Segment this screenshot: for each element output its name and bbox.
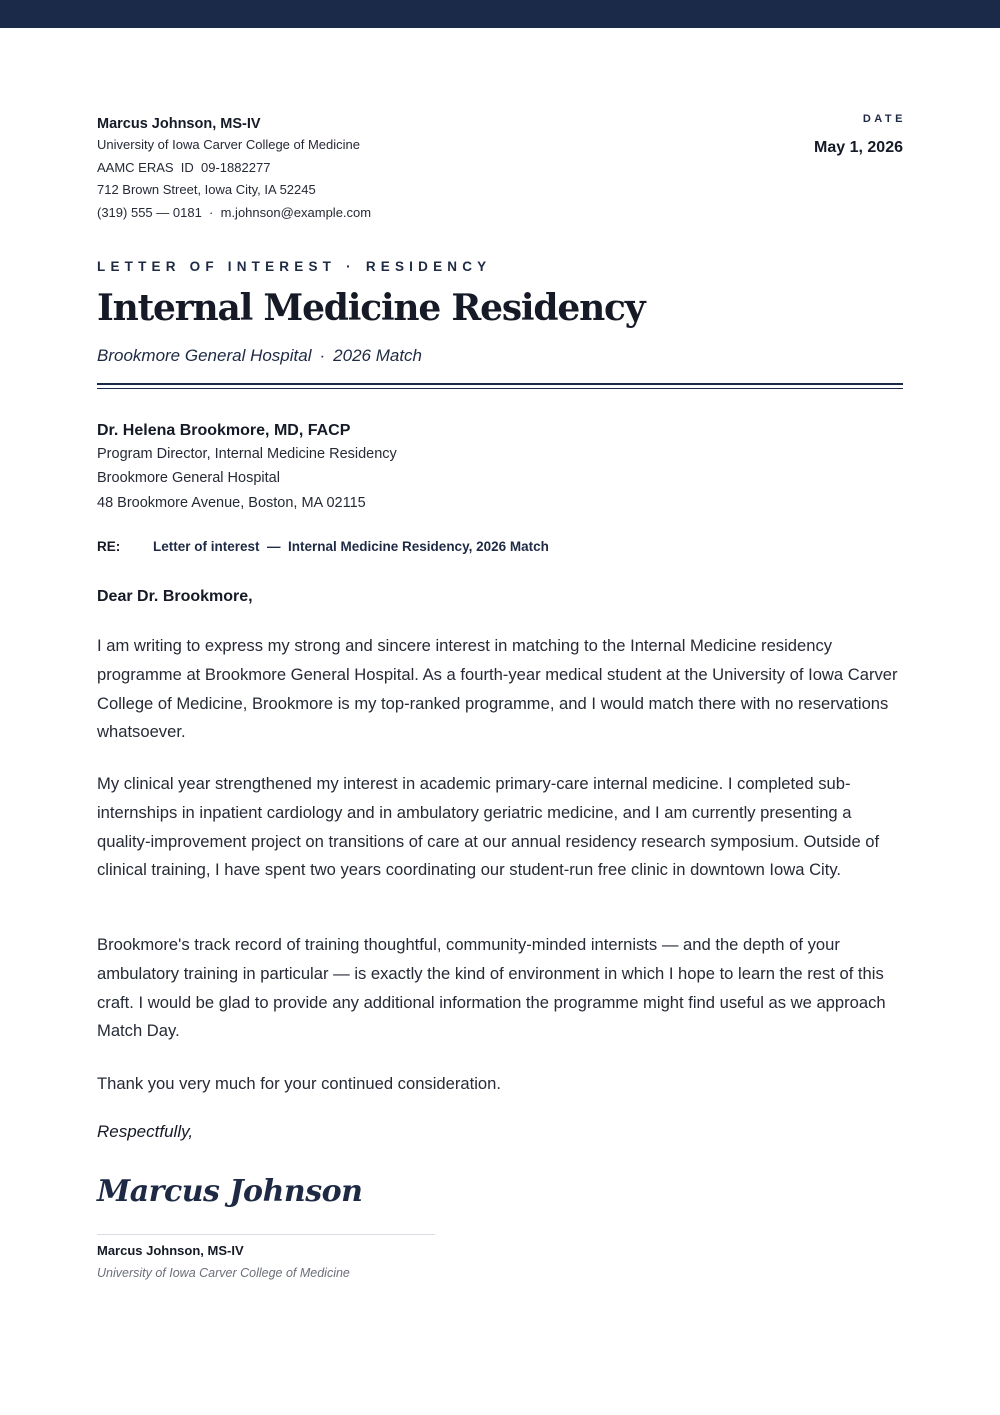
body-paragraph: Thank you very much for your continued consideration. — [97, 1074, 501, 1093]
recipient-address: 48 Brookmore Avenue, Boston, MA 02115 — [97, 494, 366, 511]
body-paragraph: Brookmore's track record of training thoughtful, community-minded internists — and the depth of your ambulatory training in particular — is exactly the kind of environment in which I hope to learn the rest of this craft. I would be glad to provide any additional information the programme might find useful as we approach Match Day. — [97, 935, 886, 1041]
handwritten-signature: Marcus Johnson — [97, 1174, 363, 1209]
signature-rule — [97, 1234, 435, 1235]
date-value: May 1, 2026 — [814, 139, 903, 156]
sender-phone: (319) 555 — 0181 — [97, 204, 202, 220]
closing: Respectfully, — [97, 1122, 194, 1141]
letter-subtitle — [97, 345, 422, 367]
recipient-role: Program Director, Internal Medicine Residency — [97, 446, 397, 462]
sender-eras-id: AAMC ERAS ID 09-1882277 — [97, 159, 271, 175]
date-label: DATE — [862, 113, 906, 125]
signature-name: Marcus Johnson, MS-IV — [97, 1243, 244, 1258]
sender-email[interactable]: m.johnson@example.com — [220, 204, 372, 220]
subtitle-separator: · — [319, 346, 326, 365]
contact-separator: · — [205, 204, 217, 220]
subtitle-hospital: Brookmore General Hospital — [97, 346, 312, 365]
eyebrow-type: LETTER OF INTEREST — [97, 259, 337, 274]
subtitle-match: 2026 Match — [333, 346, 422, 365]
re-line — [97, 538, 549, 556]
recipient-hospital: Brookmore General Hospital — [97, 470, 280, 487]
body-paragraph: I am writing to express my strong and sincere interest in matching to the Internal Medicine residency programme at Brookmore General Hospital. As a fourth-year medical student at the University of Iowa Carver College of Medicine, Brookmore is my top-ranked programme, and I would match there with no reservations whatsoever. — [97, 636, 898, 742]
header-divider — [97, 383, 903, 385]
salutation: Dear Dr. Brookmore, — [97, 588, 253, 605]
date-block — [814, 111, 906, 158]
body-paragraph: My clinical year strengthened my interest in academic primary-care internal medicine. I completed sub-internships in inpatient cardiology and in ambulatory geriatric medicine, and I am currently presenting a quality-improvement project on transitions of care at our annual residency research symposium. Outside of clinical training, I have spent two years coordinating our student-run free clinic in downtown Iowa City. — [97, 774, 880, 880]
header-divider-thin — [97, 388, 903, 389]
sender-address: 712 Brown Street, Iowa City, IA 52245 — [97, 182, 316, 197]
letter-title: Internal Medicine Residency — [97, 287, 645, 329]
letter-eyebrow — [97, 258, 491, 276]
recipient-block — [97, 420, 397, 515]
recipient-name: Dr. Helena Brookmore, MD, FACP — [97, 422, 351, 439]
top-accent-bar — [0, 0, 1000, 28]
eyebrow-category: RESIDENCY — [365, 259, 492, 274]
eyebrow-separator: · — [346, 259, 356, 274]
sender-name: Marcus Johnson, MS-IV — [97, 116, 261, 132]
sender-contact — [97, 202, 517, 225]
sender-block — [97, 114, 517, 224]
signature-institution: University of Iowa Carver College of Medicine — [97, 1266, 350, 1280]
re-label: RE: — [97, 539, 121, 554]
re-subject: Letter of interest — Internal Medicine Residency, 2026 Match — [153, 539, 549, 554]
sender-institution: University of Iowa Carver College of Medicine — [97, 137, 360, 152]
